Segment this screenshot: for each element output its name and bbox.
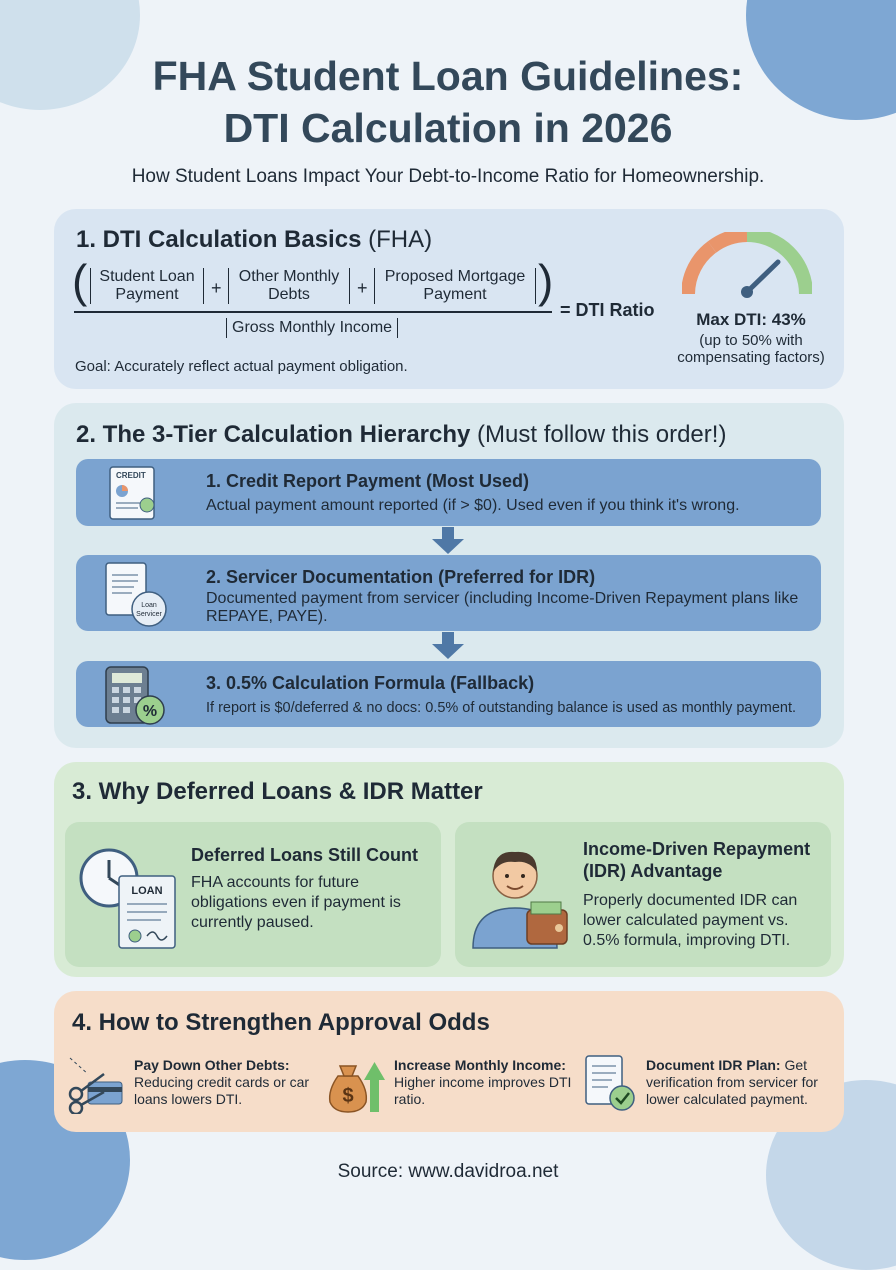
formula-denominator: Gross Monthly Income (226, 318, 398, 338)
credit-report-icon (102, 463, 164, 523)
idr-card-desc: Properly documented IDR can lower calculated payment vs. 0.5% formula, improving DTI. (583, 892, 798, 949)
loan-servicer-icon (102, 559, 172, 629)
tip-document-idr (646, 1057, 836, 1108)
page-title-line-1: FHA Student Loan Guidelines: (152, 53, 744, 99)
formula-term-student-loan (90, 268, 204, 304)
formula-term-3-line-2: Payment (423, 286, 487, 303)
gauge-low-arc (688, 247, 712, 294)
person-wallet-icon (465, 838, 579, 952)
formula-term-mortgage (374, 268, 536, 304)
credit-report-icon-label: CREDIT (116, 471, 146, 480)
goal-text: Goal: Accurately reflect actual payment obligation. (75, 358, 408, 375)
gauge-needle (747, 262, 778, 292)
tip-pay-down-debts (134, 1057, 319, 1108)
deferred-card-title: Deferred Loans Still Count (191, 845, 419, 865)
tier-2-title: 2. Servicer Documentation (Preferred for IDR) (206, 567, 596, 587)
formula-term-3-line-1: Proposed Mortgage (384, 268, 526, 285)
deferred-idr-heading: 3. Why Deferred Loans & IDR Matter (72, 778, 483, 805)
formula-term-1-line-1: Student Loan (99, 268, 195, 285)
dti-basics-heading-suffix: (FHA) (368, 226, 433, 253)
fraction-line (74, 311, 552, 313)
tip-2-title: Increase Monthly Income: (394, 1057, 566, 1073)
scissors-card-icon (66, 1054, 126, 1114)
gauge-hub (741, 286, 753, 298)
loan-servicer-icon-label-2: Servicer (136, 611, 162, 618)
dti-ratio-label: = DTI Ratio (560, 300, 655, 320)
tier-2-desc: Documented payment from servicer (including Income-Driven Repayment plans like REPAYE, PAYE). (206, 590, 799, 625)
deferred-loans-card (65, 822, 441, 967)
tip-3-desc: Get verification from servicer for lower calculated payment. (646, 1057, 818, 1107)
down-arrow-icon (430, 527, 466, 555)
open-paren: ( (72, 255, 88, 307)
tier-hierarchy-heading (76, 421, 726, 449)
formula-term-other-debts (228, 268, 350, 304)
idr-advantage-card (455, 822, 831, 967)
tier-3-title: 3. 0.5% Calculation Formula (Fallback) (206, 673, 535, 693)
plus-sign-1: + (211, 278, 222, 298)
formula-term-1-line-2: Payment (115, 286, 179, 303)
tier-credit-report (76, 459, 821, 526)
close-paren: ) (538, 255, 554, 307)
dti-basics-heading (76, 226, 432, 254)
idr-card-title: Income-Driven Repayment (IDR) Advantage (583, 839, 811, 881)
plus-sign-2: + (357, 278, 368, 298)
money-bag-arrow-icon (326, 1054, 388, 1114)
tier-fallback-formula (76, 661, 821, 727)
tip-1-desc: Reducing credit cards or car loans lowers DTI. (134, 1074, 310, 1107)
down-arrow-icon-2 (430, 632, 466, 660)
tier-hierarchy-heading-suffix: (Must follow this order!) (477, 421, 727, 448)
loan-doc-icon-label: LOAN (131, 885, 163, 897)
dti-basics-heading-text: 1. DTI Calculation Basics (76, 226, 362, 253)
tip-2-desc: Higher income improves DTI ratio. (394, 1074, 572, 1107)
tier-1-desc: Actual payment amount reported (if > $0). Used even if you think it's wrong. (206, 497, 740, 514)
page-subtitle: How Student Loans Impact Your Debt-to-Income Ratio for Homeownership. (131, 166, 765, 187)
dti-gauge-icon (682, 232, 812, 300)
max-dti-label: Max DTI: 43% (696, 310, 806, 329)
source-credit: Source: www.davidroa.net (337, 1161, 559, 1182)
deferred-card-desc: FHA accounts for future obligations even if payment is currently paused. (191, 874, 401, 931)
calculator-icon-label: % (142, 703, 158, 720)
approval-odds-heading: 4. How to Strengthen Approval Odds (72, 1009, 490, 1036)
tip-increase-income (394, 1057, 574, 1108)
tier-3-desc: If report is $0/deferred & no docs: 0.5% of outstanding balance is used as monthly payment. (206, 700, 797, 716)
svg-text:$: $ (342, 1085, 354, 1107)
tip-3-title: Document IDR Plan: (646, 1057, 781, 1073)
tier-servicer-documentation (76, 555, 821, 631)
checked-document-icon (582, 1054, 638, 1114)
formula-term-2-line-1: Other Monthly (238, 268, 340, 285)
tip-1-title: Pay Down Other Debts: (134, 1057, 290, 1073)
tier-hierarchy-heading-text: 2. The 3-Tier Calculation Hierarchy (76, 421, 471, 448)
gauge-low-arc-2 (712, 235, 747, 247)
calculator-icon (102, 665, 168, 727)
max-dti-note: (up to 50% with compensating factors) (677, 332, 825, 366)
tier-1-title: 1. Credit Report Payment (Most Used) (206, 471, 530, 491)
loan-servicer-icon-label-1: Loan (141, 602, 157, 609)
clock-loan-document-icon (73, 842, 185, 954)
page-title-line-2: DTI Calculation in 2026 (223, 105, 673, 151)
formula-term-2-line-2: Debts (268, 286, 310, 303)
